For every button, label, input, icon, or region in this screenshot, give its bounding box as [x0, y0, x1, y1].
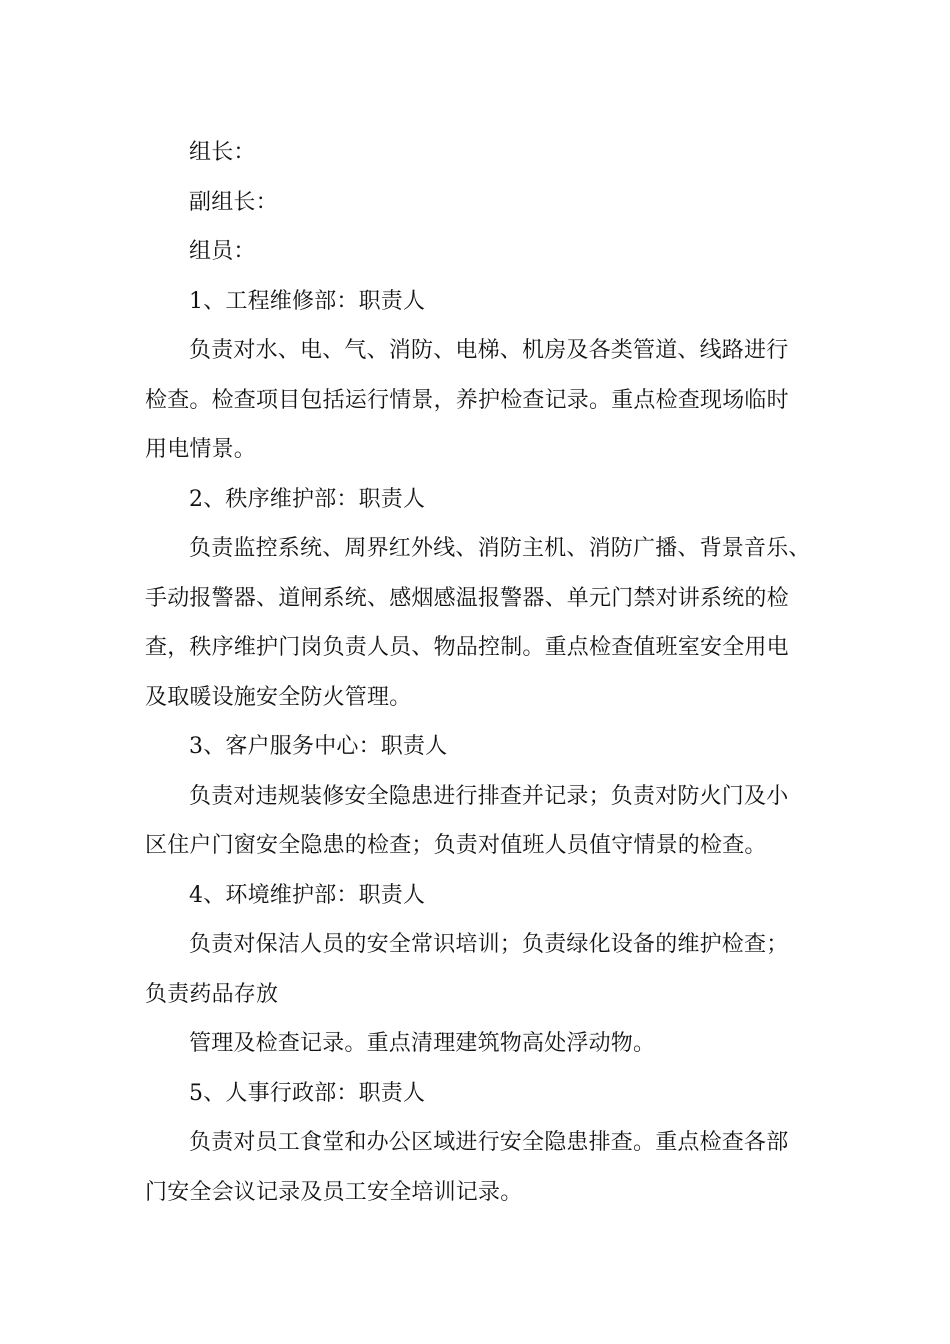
paragraph-line: 区住户门窗安全隐患的检查；负责对值班人员值守情景的检查。 [145, 833, 767, 858]
paragraph-line: 用电情景。 [145, 437, 257, 462]
leader-line: 组长： [189, 140, 256, 165]
paragraph-line: 负责对水、电、气、消防、电梯、机房及各类管道、线路进行 [189, 338, 789, 363]
section-heading-environment: 4、环境维护部：职责人 [189, 882, 426, 908]
section-heading-hr-admin: 5、人事行政部：职责人 [189, 1080, 426, 1106]
paragraph-line: 负责对员工食堂和办公区域进行安全隐患排查。重点检查各部 [189, 1130, 789, 1155]
section-heading-customer-service: 3、客户服务中心：职责人 [189, 734, 448, 759]
paragraph-line: 管理及检查记录。重点清理建筑物高处浮动物。 [189, 1031, 656, 1056]
members-line: 组员： [189, 239, 256, 264]
paragraph-line: 负责监控系统、周界红外线、消防主机、消防广播、背景音乐、 [189, 536, 811, 561]
paragraph-line: 负责对保洁人员的安全常识培训；负责绿化设备的维护检查； [189, 932, 789, 957]
section-heading-engineering: 1、工程维修部：职责人 [189, 288, 426, 314]
deputy-leader-line: 副组长： [189, 189, 278, 215]
paragraph-line: 负责对违规装修安全隐患进行排查并记录；负责对防火门及小 [189, 783, 789, 809]
section-heading-order: 2、秩序维护部：职责人 [189, 486, 426, 512]
document-body [145, 128, 835, 1217]
paragraph-line: 及取暖设施安全防火管理。 [145, 684, 412, 710]
paragraph-line: 门安全会议记录及员工安全培训记录。 [145, 1179, 523, 1205]
paragraph-line: 负责药品存放 [145, 981, 279, 1007]
paragraph-line: 检查。检查项目包括运行情景，养护检查记录。重点检查现场临时 [145, 387, 789, 413]
paragraph-line: 手动报警器、道闸系统、感烟感温报警器、单元门禁对讲系统的检 [145, 585, 789, 611]
paragraph-line: 查，秩序维护门岗负责人员、物品控制。重点检查值班室安全用电 [145, 635, 789, 660]
